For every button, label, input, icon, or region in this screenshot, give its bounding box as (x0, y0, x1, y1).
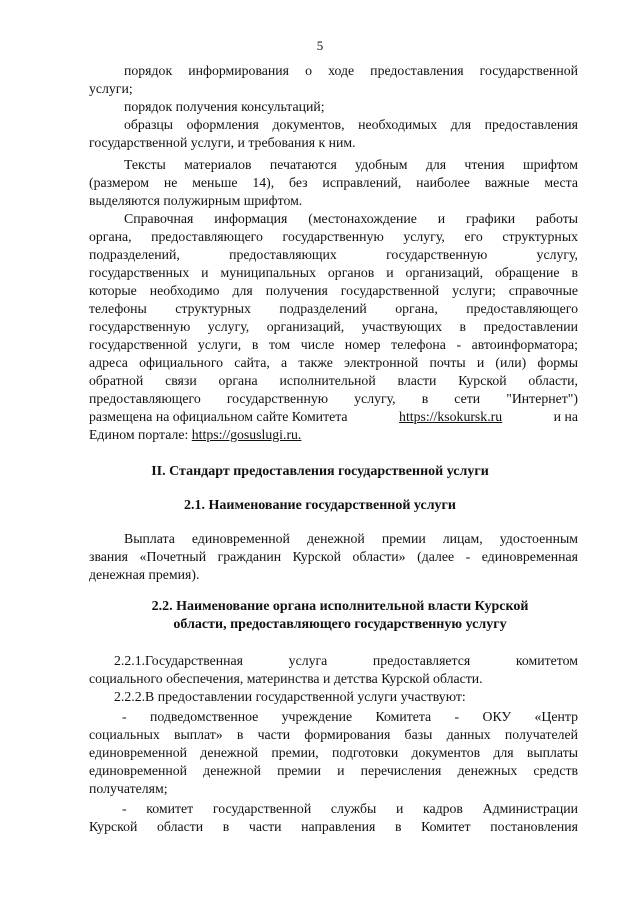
text-line: звания «Почетный гражданин Курской области» (далее - единовременная (89, 549, 578, 564)
text-line: социальных выплат» в части формирования базы данных получателей (89, 727, 578, 742)
text-line: обратной связи органа исполнительной власти Курской области, (89, 373, 578, 388)
text-line: социального обеспечения, материнства и детства Курской области. (89, 671, 483, 686)
text-line: получателям; (89, 781, 168, 796)
text-line: единовременной денежной премии, подготовки документов для выплаты (89, 745, 578, 760)
text-line: которые необходимо для получения государственной услуги; справочные (89, 283, 578, 298)
text-line: адреса официального сайта, а также электронной почты и (или) формы (89, 355, 578, 370)
text-line: государственную услугу, организаций, участвующих в предоставлении (89, 319, 578, 334)
text-line: Тексты материалов печатаются удобным для чтения шрифтом (124, 157, 578, 172)
text-line: (размером не меньше 14), без исправлений, наиболее важные места (89, 175, 578, 190)
text-fragment: Едином портале: (89, 427, 192, 442)
text-line: выделяются полужирным шрифтом. (89, 193, 303, 208)
text-line: 2.2.2.В предоставлении государственной услуги участвуют: (114, 689, 466, 704)
list-item: - комитет государственной службы и кадров Администрации (122, 801, 578, 816)
text-line: предоставляющего государственную услугу, в сети "Интернет") (89, 391, 578, 406)
text-fragment: размещена на официальном сайте Комитета (89, 409, 348, 424)
subsection-title: 2.1. Наименование государственной услуги (184, 498, 456, 513)
text-line: Выплата единовременной денежной премии лицам, удостоенным (124, 531, 578, 546)
text-line: телефоны структурных подразделений органа, предоставляющего (89, 301, 578, 316)
page-number: 5 (316, 38, 324, 53)
text-line: денежная премия). (89, 567, 200, 582)
list-item: - подведомственное учреждение Комитета - ОКУ «Центр (122, 709, 578, 724)
text-fragment: и на (553, 409, 578, 424)
text-line: 2.2.1.Государственная услуга предоставляется комитетом (114, 653, 578, 668)
subsection-title: 2.2. Наименование органа исполнительной власти Курской (151, 599, 529, 614)
text-line: органа, предоставляющего государственную услугу, его структурных (89, 229, 578, 244)
text-line: государственной услуги, в том числе номер телефона - автоинформатора; (89, 337, 578, 352)
text-line-with-link (89, 426, 578, 444)
text-line: подразделений, предоставляющих государственную услугу, (89, 247, 578, 262)
text-line: единовременной денежной премии и перечисления денежных средств (89, 763, 578, 778)
text-line: Справочная информация (местонахождение и графики работы (124, 211, 578, 226)
text-line: государственных и муниципальных органов и организаций, обращение в (89, 265, 578, 280)
text-line: порядок получения консультаций; (124, 99, 325, 114)
text-line: Курской области в части направления в Комитет постановления (89, 819, 578, 834)
gosuslugi-link[interactable]: https://gosuslugi.ru. (191, 427, 302, 442)
text-line: государственной услуги, и требования к ним. (89, 135, 356, 150)
text-line-with-link (89, 408, 578, 426)
text-line: услуги; (89, 81, 133, 96)
section-title: II. Стандарт предоставления государственной услуги (151, 464, 489, 479)
text-line: образцы оформления документов, необходимых для предоставления (124, 117, 578, 132)
subsection-title: области, предоставляющего государственную услугу (173, 617, 507, 632)
text-line: порядок информирования о ходе предоставления государственной (124, 63, 578, 78)
ksokursk-link[interactable]: https://ksokursk.ru (399, 409, 503, 424)
